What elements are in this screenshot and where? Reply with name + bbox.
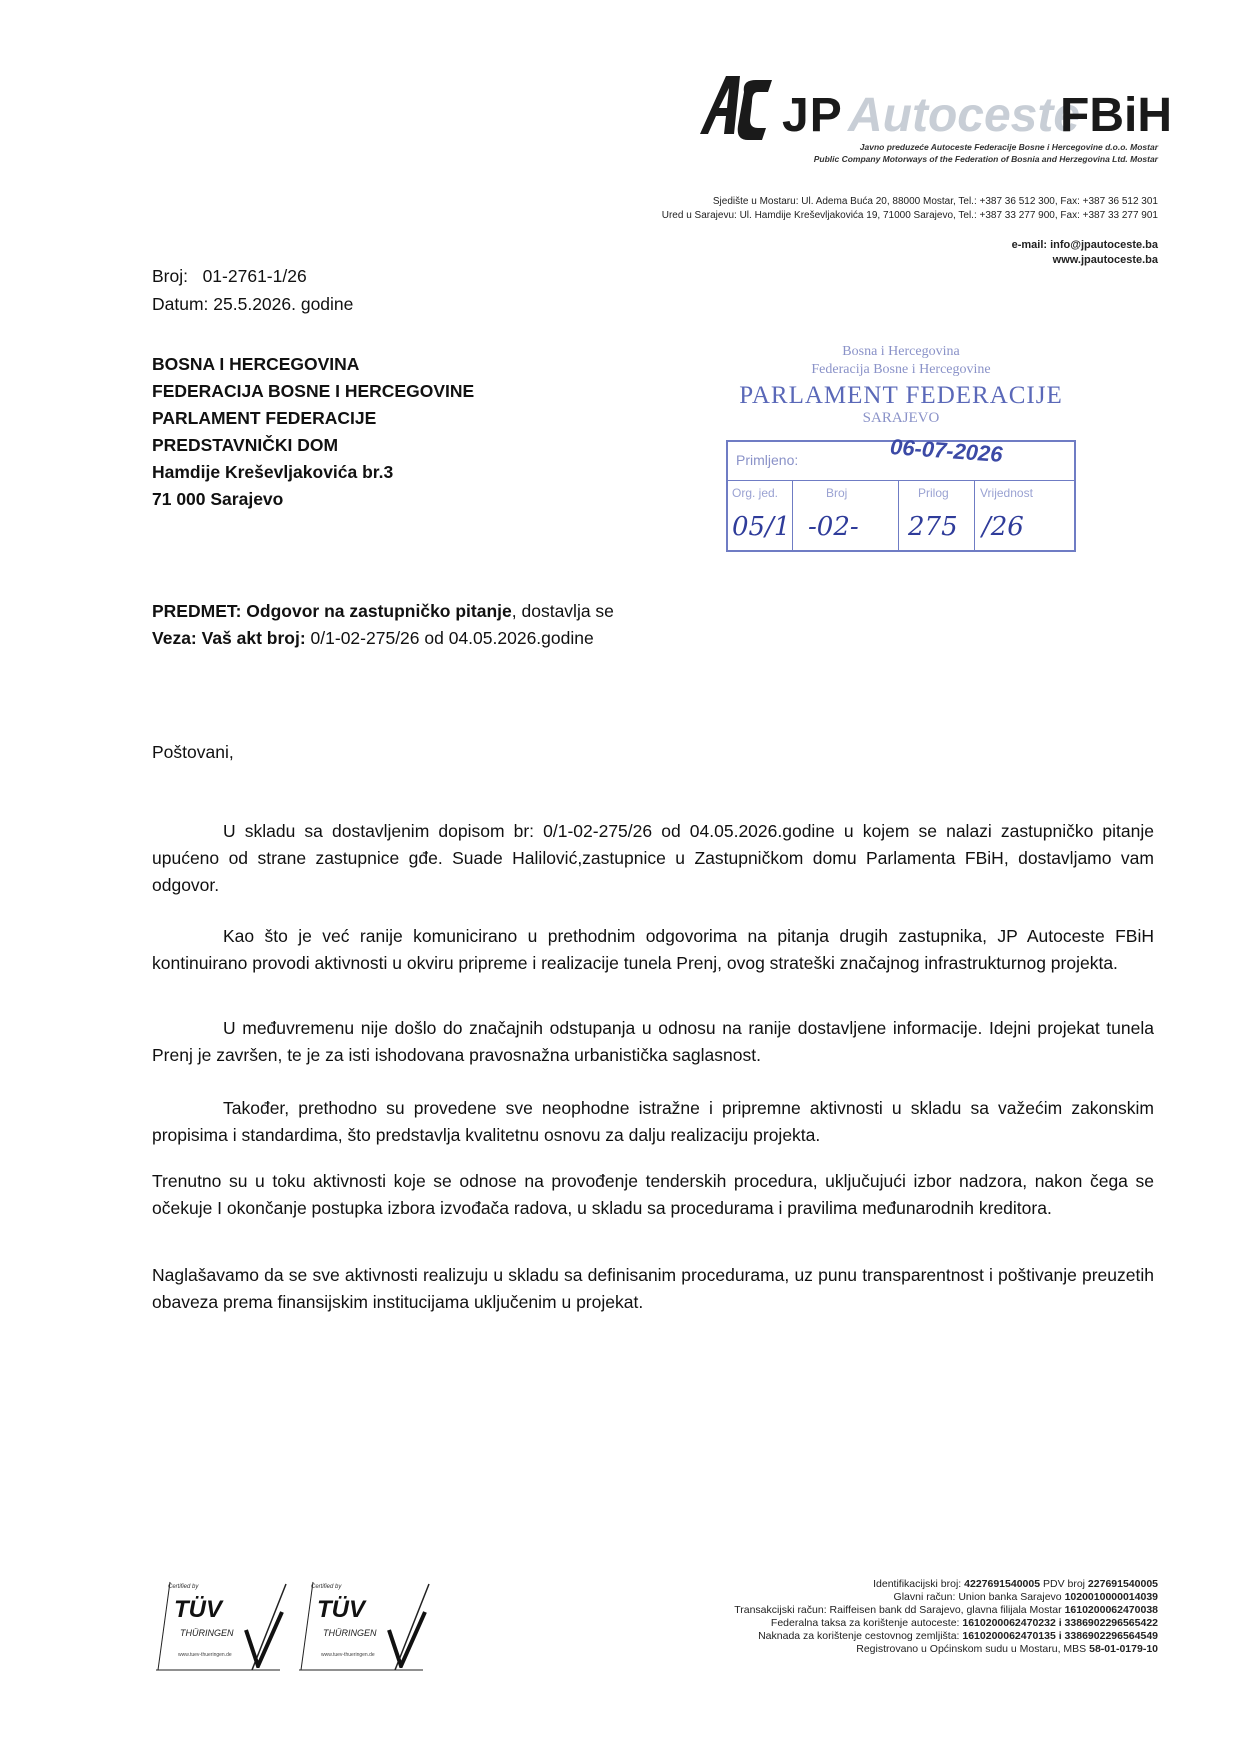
cert-thuringen-text: THÜRINGEN xyxy=(180,1628,234,1638)
footer-label: Identifikacijski broj: xyxy=(873,1578,965,1590)
recipient-line-5: Hamdije Kreševljakovića br.3 xyxy=(152,462,394,482)
broj-value: 01-2761-1/26 xyxy=(202,266,307,286)
subject-line xyxy=(152,601,614,622)
footer-value: 227691540005 xyxy=(1087,1578,1158,1590)
body-paragraph: Također, prethodno su provedene sve neophodne istražne i pripremne aktivnosti u skladu sa važećim zakonskim propisima i standardima, što predstavlja kvalitetnu osnovu za dalju realizaciju projekta. xyxy=(152,1098,1154,1145)
address-sarajevo: Ured u Sarajevu: Ul. Hamdije Kreševljakovića 19, 71000 Sarajevo, Tel.: +387 33 277 900, Fax: +387 33 277 901 xyxy=(661,210,1158,221)
footer-land-fee-account xyxy=(758,1630,1158,1643)
checkmark-icon xyxy=(244,1610,284,1668)
stamp-country: Bosna i Hercegovina xyxy=(842,344,960,359)
logo-fbih-text: FBiH xyxy=(1060,89,1172,142)
recipient-line-3: PARLAMENT FEDERACIJE xyxy=(152,408,377,428)
autoceste-logo-icon xyxy=(696,72,776,142)
checkmark-icon xyxy=(387,1610,427,1668)
recipient-line-6: 71 000 Sarajevo xyxy=(152,489,284,509)
footer-value: 1610200062470232 i 3386902296565422 xyxy=(962,1617,1158,1629)
body-paragraph: Trenutno su u toku aktivnosti koje se odnose na provođenje tenderskih procedura, uključujući izbor nadzora, nakon čega se očekuje I okončanje postupka izbora izvođača radova, u skladu sa procedurama i pravilima međunarodnih kreditora. xyxy=(152,1171,1154,1218)
stamp-box xyxy=(726,434,1076,552)
stamp-primljeno-label: Primljeno: xyxy=(736,452,799,468)
footer-transaction-account xyxy=(734,1604,1158,1617)
stamp-federacija: Federacija Bosne i Hercegovine xyxy=(811,362,991,377)
reference-rest: 0/1-02-275/26 od 04.05.2026.godine xyxy=(305,628,594,648)
stamp-val-vrijednost: /26 xyxy=(982,512,1024,542)
cert-tuv-text: TÜV xyxy=(174,1596,222,1623)
recipient-line-2: FEDERACIJA BOSNE I HERCEGOVINE xyxy=(152,381,475,401)
footer-label: Federalna taksa za korištenje autoceste: xyxy=(770,1617,963,1629)
stamp-divider xyxy=(728,480,1074,481)
footer-id-line xyxy=(873,1578,1158,1591)
stamp-val-broj: -02- xyxy=(808,512,859,542)
footer-toll-account xyxy=(771,1617,1158,1630)
footer-label: Glavni račun: Union banka Sarajevo xyxy=(893,1591,1065,1603)
cert-by-text: Certified by xyxy=(311,1584,342,1590)
footer-value: 1020010000014039 xyxy=(1064,1591,1158,1603)
company-name-local: Javno preduzeće Autoceste Federacije Bosne i Hercegovine d.o.o. Mostar xyxy=(859,142,1158,152)
body-paragraph: U međuvremenu nije došlo do značajnih odstupanja u odnosu na ranije dostavljene informacije. Idejni projekat tunela Prenj je završen, te je za isti ishodovana pravosnažna urbanistička saglasnost. xyxy=(152,1018,1154,1065)
stamp-col-prilog: Prilog xyxy=(918,486,949,500)
recipient-line-4: PREDSTAVNIČKI DOM xyxy=(152,435,339,455)
cert-by-text: Certified by xyxy=(168,1584,199,1590)
cert-tuv-text: TÜV xyxy=(317,1596,365,1623)
address-mostar: Sjedište u Mostaru: Ul. Adema Buća 20, 88000 Mostar, Tel.: +387 36 512 300, Fax: +387 36 512 301 xyxy=(712,196,1158,207)
stamp-val-org: 05/1 xyxy=(732,512,791,542)
stamp-col-vrijednost: Vrijednost xyxy=(980,486,1033,500)
footer-value: 1610200062470038 xyxy=(1064,1604,1158,1616)
tuv-certificate-badge xyxy=(150,1580,290,1672)
broj-label: Broj: xyxy=(152,266,188,286)
tuv-certificate-badge xyxy=(293,1580,433,1672)
body-paragraph: Kao što je već ranije komunicirano u prethodnim odgovorima na pitanja drugih zastupnika, JP Autoceste FBiH kontinuirano provodi aktivnosti u okviru pripreme i realizacije tunela Prenj, ovog strateški značajnog infrastrukturnog projekta. xyxy=(152,926,1154,973)
salutation: Poštovani, xyxy=(152,742,234,762)
reference-label: Veza: Vaš akt broj: xyxy=(152,628,306,648)
footer-value: 4227691540005 xyxy=(964,1578,1041,1590)
logo-jp-text: JP xyxy=(782,89,843,142)
company-name-english: Public Company Motorways of the Federation of Bosnia and Herzegovina Ltd. Mostar xyxy=(813,154,1158,164)
reference-line xyxy=(152,628,594,649)
stamp-col-broj: Broj xyxy=(826,486,848,500)
document-number xyxy=(152,266,307,287)
footer-registration xyxy=(856,1643,1158,1656)
cert-www-text: www.tuev-thueringen.de xyxy=(178,1652,232,1658)
stamp-divider xyxy=(974,480,975,550)
cert-www-text: www.tuev-thueringen.de xyxy=(321,1652,375,1658)
stamp-parlament: PARLAMENT FEDERACIJE xyxy=(739,382,1063,409)
received-stamp xyxy=(726,342,1076,552)
stamp-col-org: Org. jed. xyxy=(732,486,779,500)
stamp-divider xyxy=(792,480,793,550)
stamp-date: 06-07-2026 xyxy=(889,434,1004,467)
footer-label: Naknada za korištenje cestovnog zemljišta: xyxy=(758,1630,963,1642)
stamp-city: SARAJEVO xyxy=(862,410,940,426)
footer-value: 58-01-0179-10 xyxy=(1089,1643,1158,1655)
footer-value: 1610200062470135 i 3386902296564549 xyxy=(962,1630,1158,1642)
subject-rest: , dostavlja se xyxy=(511,601,614,621)
email-text: e-mail: info@jpautoceste.ba xyxy=(1011,239,1158,251)
website-text: www.jpautoceste.ba xyxy=(1052,254,1158,266)
recipient-line-1: BOSNA I HERCEGOVINA xyxy=(152,354,360,374)
stamp-val-prilog: 275 xyxy=(908,512,958,542)
footer-label: Transakcijski račun: Raiffeisen bank dd Sarajevo, glavna filijala Mostar xyxy=(734,1604,1065,1616)
recipient-block xyxy=(152,351,474,513)
logo-autoceste-text: Autoceste xyxy=(848,89,1081,142)
stamp-divider xyxy=(898,480,899,550)
document-date: Datum: 25.5.2026. godine xyxy=(152,294,354,314)
body-paragraph: U skladu sa dostavljenim dopisom br: 0/1-02-275/26 od 04.05.2026.godine u kojem se nalazi zastupničko pitanje upućeno od strane zastupnice gđe. Suade Halilović,zastupnice u Zastupničkom domu Parlamenta FBiH, dostavljamo vam odgovor. xyxy=(152,821,1154,895)
subject-label: PREDMET: Odgovor na zastupničko pitanje xyxy=(152,601,512,621)
footer-label: Registrovano u Općinskom sudu u Mostaru, MBS xyxy=(856,1643,1090,1655)
footer-label: PDV broj xyxy=(1040,1578,1088,1590)
cert-thuringen-text: THÜRINGEN xyxy=(323,1628,377,1638)
footer-main-account xyxy=(894,1591,1158,1604)
body-paragraph: Naglašavamo da se sve aktivnosti realizuju u skladu sa definisanim procedurama, uz punu transparentnost i poštivanje preuzetih obaveza prema finansijskim institucijama uključenim u projekat. xyxy=(152,1265,1154,1312)
